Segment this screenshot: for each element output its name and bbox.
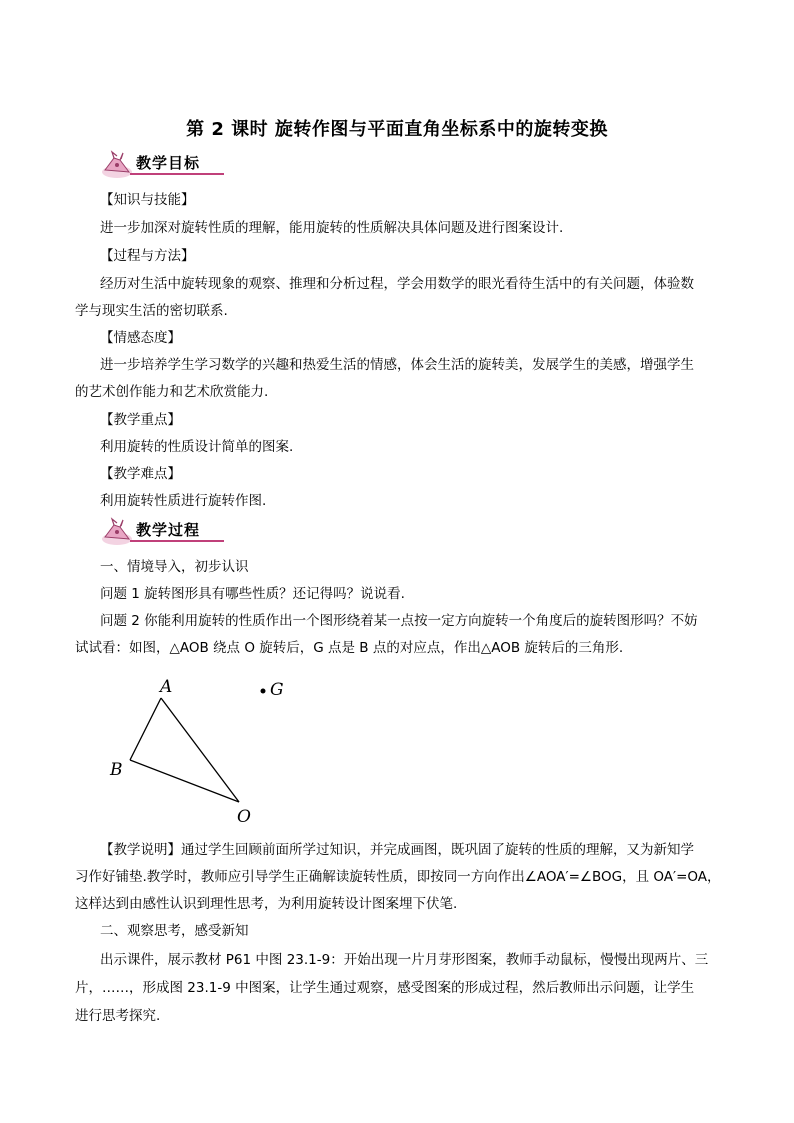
- paragraph-line: 进行思考探究.: [75, 1008, 161, 1024]
- book-icon: [100, 150, 134, 180]
- subheading: 【教学重点】: [100, 412, 181, 428]
- paragraph-line: 进一步加深对旋转性质的理解，能用旋转的性质解决具体问题及进行图案设计.: [100, 220, 564, 236]
- banner-underline: [130, 173, 224, 175]
- section-banner-process: [100, 517, 224, 547]
- paragraph-line: 经历对生活中旋转现象的观察、推理和分析过程，学会用数学的眼光看待生活中的有关问题，体验数: [100, 276, 694, 292]
- paragraph-line: 学与现实生活的密切联系.: [75, 303, 228, 319]
- paragraph-line: 问题 1 旋转图形具有哪些性质？还记得吗？说说看.: [100, 586, 405, 602]
- book-icon: [100, 517, 134, 547]
- segment-AB: [130, 698, 161, 760]
- subheading: 一、情境导入，初步认识: [100, 559, 249, 575]
- paragraph-line: 出示课件，展示教材 P61 中图 23.1-9：开始出现一片月芽形图案，教师手动鼠标，慢慢出现两片、三: [100, 952, 709, 968]
- paragraph-line: 的艺术创作能力和艺术欣赏能力.: [75, 384, 269, 400]
- triangle-figure: [100, 672, 320, 832]
- paragraph-line: 利用旋转性质进行旋转作图.: [100, 493, 267, 509]
- subheading: 【过程与方法】: [100, 248, 195, 264]
- section-banner-objectives: [100, 150, 224, 180]
- banner-label: 教学过程: [136, 521, 201, 539]
- subheading: 二、观察思考，感受新知: [100, 923, 249, 939]
- page-title: 第 2 课时 旋转作图与平面直角坐标系中的旋转变换: [186, 119, 608, 140]
- paragraph-line: 利用旋转的性质设计简单的图案.: [100, 439, 294, 455]
- label-G: G: [270, 680, 284, 700]
- paragraph-line: 问题 2 你能利用旋转的性质作出一个图形绕着某一点按一定方向旋转一个角度后的旋转图形吗？不妨: [100, 613, 698, 629]
- paragraph-line: 试试看：如图，△AOB 绕点 O 旋转后，G 点是 B 点的对应点，作出△AOB 旋转后的三角形.: [75, 640, 624, 656]
- paragraph-line: 进一步培养学生学习数学的兴趣和热爱生活的情感，体会生活的旋转美，发展学生的美感，增强学生: [100, 357, 694, 373]
- paragraph-line: 片，……，形成图 23.1-9 中图案，让学生通过观察，感受图案的形成过程，然后教师出示问题，让学生: [75, 980, 695, 996]
- label-B: B: [110, 760, 123, 780]
- subheading: 【情感态度】: [100, 330, 181, 346]
- paragraph-line: 习作好铺垫.教学时，教师应引导学生正确解读旋转性质，即按同一方向作出∠AOA′=∠BOG，且 OA′=OA，: [75, 869, 721, 885]
- banner-label: 教学目标: [136, 154, 201, 172]
- banner-underline: [130, 540, 224, 542]
- point-G: [261, 689, 266, 694]
- subheading: 【教学难点】: [100, 466, 181, 482]
- paragraph-line: 【教学说明】通过学生回顾前面所学过知识，并完成画图，既巩固了旋转的性质的理解，又为新知学: [100, 842, 694, 858]
- label-A: A: [160, 677, 173, 697]
- paragraph-line: 这样达到由感性认识到理性思考，为利用旋转设计图案埋下伏笔.: [75, 896, 458, 912]
- label-O: O: [237, 807, 251, 827]
- subheading: 【知识与技能】: [100, 192, 195, 208]
